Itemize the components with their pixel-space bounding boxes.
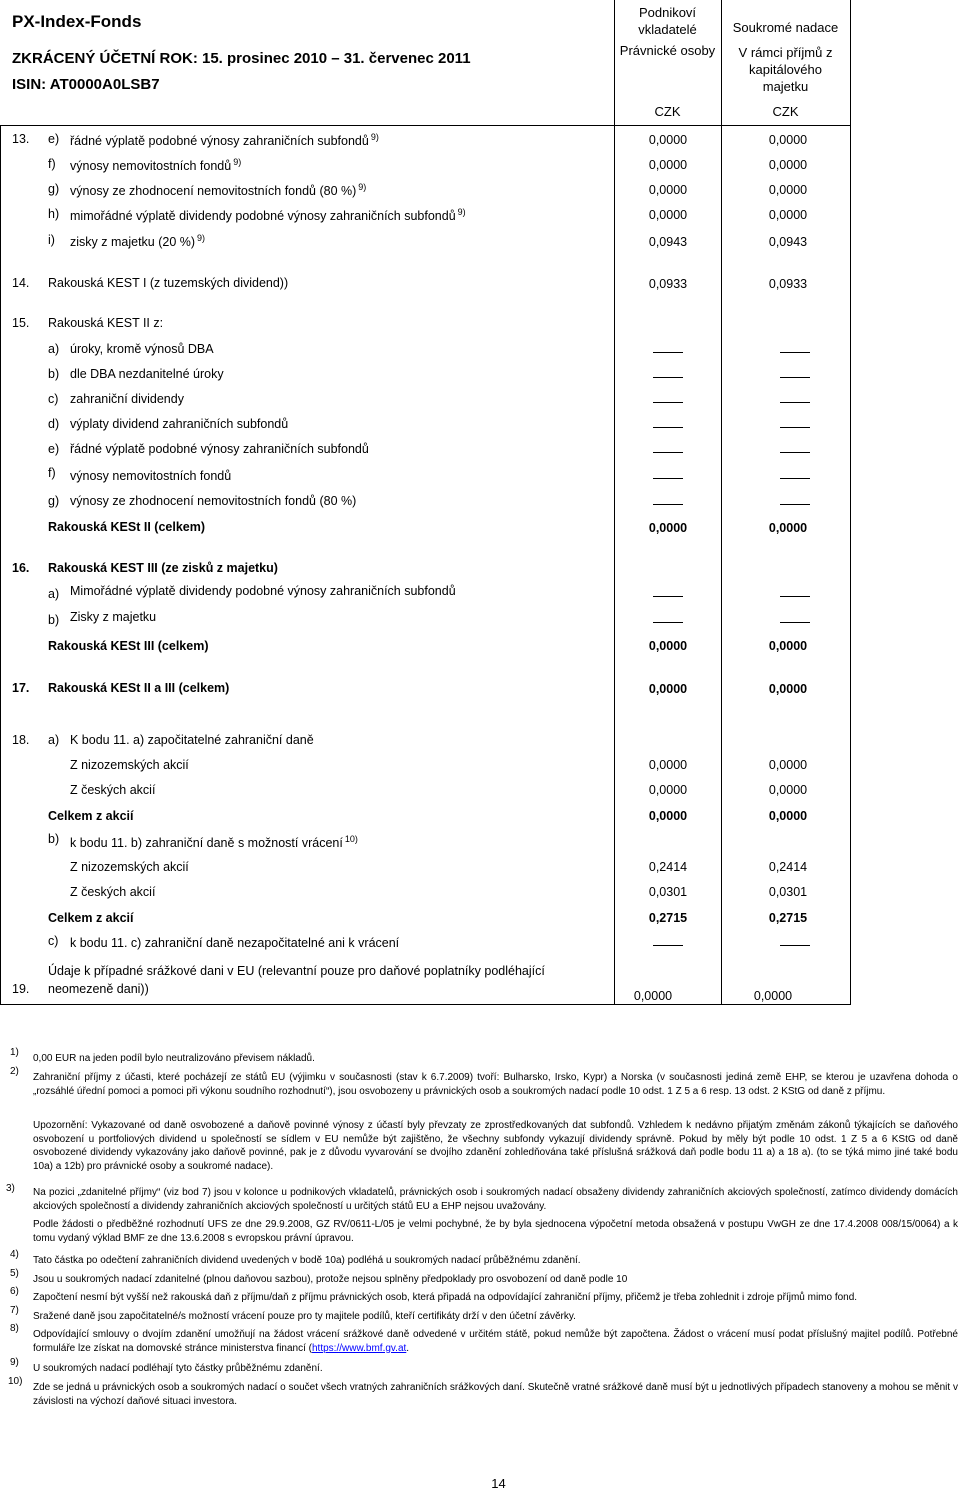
row-letter: i)	[48, 233, 55, 247]
row-label: Zisky z majetku	[70, 610, 157, 624]
value-col2: 0,0000	[753, 989, 793, 1003]
dash-col1	[653, 622, 683, 623]
value-col1: 0,0933	[648, 277, 688, 291]
value-col1: 0,0000	[648, 783, 688, 797]
row-letter: h)	[48, 207, 60, 221]
fiscal-year: ZKRÁCENÝ ÚČETNÍ ROK: 15. prosinec 2010 – 31. červenec 2011	[12, 50, 471, 67]
row-letter: a)	[48, 733, 60, 747]
footnote-number: 5)	[10, 1268, 19, 1279]
row-number: 19.	[12, 982, 30, 996]
dash-col2	[780, 427, 810, 428]
row-letter: c)	[48, 934, 59, 948]
value-col2: 0,0000	[768, 183, 808, 197]
row-letter: e)	[48, 442, 60, 456]
col1-sub: Právnické osoby	[619, 43, 716, 58]
value-col1: 0,0000	[648, 158, 688, 172]
footnote-text: 0,00 EUR na jeden podíl bylo neutralizováno převisem nákladů.	[33, 1053, 315, 1064]
footnote-text: Podle žádosti o předběžné rozhodnutí UFS ze dne 29.9.2008, GZ RV/0611-L/05 je velmi pochybné, že by byla sjednocena výpočetní metoda obsažená v postupu VwGH ze dne 17.4.2008 008/15/0064) a k tomu vydaný výklad BMF ze dne 13.6.2008 s evropskou právní úpravou.	[33, 1219, 958, 1244]
dash-col2	[780, 504, 810, 505]
row-label: mimořádné výplatě dividendy podobné výnosy zahraničních subfondů $^{9)}$	[70, 207, 466, 224]
footnote-text: Započtení nesmí být vyšší než rakouská daň z příjmu/daň z příjmu právnických osob, která připadá na odpovídající zahraniční příjmy, přičemž je třeba zohlednit i zdroje příjmů mimo fond.	[33, 1292, 858, 1303]
footnote-number: 8)	[10, 1323, 19, 1334]
row-label: výnosy ze zhodnocení nemovitostních fondů (80 %)	[70, 494, 357, 508]
dash-col1	[653, 945, 683, 946]
page-number: 14	[491, 1476, 506, 1491]
row-number: 17.	[12, 681, 30, 695]
value-col2: 0,0000	[768, 521, 808, 535]
value-col1: 0,0000	[648, 809, 688, 823]
footnote-number: 7)	[10, 1305, 19, 1316]
col2-currency: CZK	[772, 104, 799, 119]
value-col2: 0,0000	[768, 208, 808, 222]
row-label: výnosy nemovitostních fondů $^{9)}$	[70, 157, 242, 174]
row-number: 15.	[12, 316, 30, 330]
row-label: K bodu 11. a) započitatelné zahraniční daně	[70, 733, 314, 747]
row-letter: g)	[48, 494, 60, 508]
footnote-number: 1)	[10, 1047, 19, 1058]
footnote-text: Odpovídající smlouvy o dvojím zdanění umožňují na žádost vrácení srážkové daně odvedené v určitém státě, pokud nemůže být započtena. Žádost o vrácení musí podat příslušný majitel podílů. Potřebné formuláře lze získat na domovské stránce ministerstva financí (https://www.bmf.gv.at.	[33, 1329, 958, 1354]
table-border	[0, 125, 1, 1005]
row-label: Rakouská KEST II z:	[48, 316, 164, 330]
dash-col2	[780, 402, 810, 403]
table-divider	[614, 0, 615, 1005]
dash-col1	[653, 452, 683, 453]
row-label: výplaty dividend zahraničních subfondů	[70, 417, 289, 431]
table-divider	[850, 0, 851, 1005]
row-letter: f)	[48, 466, 56, 480]
row-label: zisky z majetku (20 %) $^{9)}$	[70, 233, 206, 250]
value-col2: 0,0000	[768, 133, 808, 147]
col2-sub: V rámci příjmů z kapitálového majetku	[738, 45, 833, 94]
row-total-label: Celkem z akcií	[48, 911, 134, 925]
value-col2: 0,0301	[768, 885, 808, 899]
dash-col2	[780, 452, 810, 453]
row-total-label: Celkem z akcií	[48, 809, 134, 823]
table-border	[0, 1004, 851, 1005]
col1-title: Podnikoví vkladatelé	[638, 5, 697, 37]
value-col1: 0,0000	[648, 639, 688, 653]
value-col1: 0,0000	[648, 183, 688, 197]
footnote-text: Jsou u soukromých nadací zdanitelné (plnou daňovou sazbou), protože nejsou splněny předpoklady pro osvobození od daně podle 10	[33, 1274, 628, 1285]
row-label: k bodu 11. c) zahraniční daně nezapočitatelné ani k vrácení	[70, 936, 400, 950]
dash-col2	[780, 596, 810, 597]
row-letter: f)	[48, 157, 56, 171]
value-col1: 0,0000	[648, 682, 688, 696]
footnote-text: U soukromých nadací podléhají tyto částky průběžnému zdanění.	[33, 1363, 323, 1374]
footnote-text: Zde se jedná u právnických osob a soukromých nadací o součet všech vratných zahraničních srážkových daní. Skutečně vratné srážkové daně musí být u jednotlivých případech stanoveny a mohou se měnit v závislosti na výchozí daňové situaci investora.	[33, 1382, 958, 1407]
row-letter: b)	[48, 367, 60, 381]
row-label: zahraniční dividendy	[70, 392, 184, 406]
footnote-number: 3)	[6, 1183, 15, 1194]
value-col2: 0,0933	[768, 277, 808, 291]
footnote-text: Na pozici „zdanitelné příjmy“ (viz bod 7) jsou v kolonce u podnikových vkladatelů, právnických osob i soukromých nadací obsaženy dividendy zahraničních akciových společností, zatímco dividendy domácích akciových společností a dividendy zahraničních akciových společností u určitých států EU a EHP nejsou uvažovány.	[33, 1187, 958, 1212]
row-total-label: Rakouská KESt III (celkem)	[48, 639, 209, 653]
value-col1: 0,0943	[648, 235, 688, 249]
col2-title: Soukromé nadace	[732, 20, 839, 35]
value-col1: 0,0000	[648, 208, 688, 222]
value-col1: 0,0000	[648, 758, 688, 772]
value-col1: 0,0000	[648, 521, 688, 535]
row-label: Údaje k případné srážkové dani v EU (relevantní pouze pro daňové poplatníky podléhající	[48, 964, 545, 978]
row-label: úroky, kromě výnosů DBA	[70, 342, 214, 356]
row-label: Z českých akcií	[70, 783, 156, 797]
row-number: 16.	[12, 561, 30, 575]
value-col2: 0,0000	[768, 758, 808, 772]
row-label: k bodu 11. b) zahraniční daně s možností vrácení $^{10)}$	[70, 834, 358, 851]
value-col1: 0,2715	[648, 911, 688, 925]
fund-name: PX-Index-Fonds	[12, 12, 142, 31]
dash-col1	[653, 377, 683, 378]
row-letter: b)	[48, 832, 60, 846]
row-label: dle DBA nezdanitelné úroky	[70, 367, 224, 381]
footnote-number: 6)	[10, 1286, 19, 1297]
value-col1: 0,0000	[648, 133, 688, 147]
footnote-text: Tato částka po odečtení zahraničních dividend uvedených v bodě 10a) podléhá u soukromých nadací průběžnému zdanění.	[33, 1255, 581, 1266]
row-label: Rakouská KEST III (ze zisků z majetku)	[48, 561, 278, 575]
footnote-number: 4)	[10, 1249, 19, 1260]
footnote-number: 10)	[8, 1376, 23, 1387]
dash-col2	[780, 478, 810, 479]
row-label: Z nizozemských akcií	[70, 758, 189, 772]
dash-col2	[780, 377, 810, 378]
row-label: řádné výplatě podobné výnosy zahraničních subfondů $^{9)}$	[70, 132, 379, 149]
row-letter: b)	[48, 613, 60, 627]
footnote-number: 2)	[10, 1066, 19, 1077]
value-col2: 0,0000	[768, 639, 808, 653]
row-label: Mimořádné výplatě dividendy podobné výnosy zahraničních subfondů	[70, 584, 456, 598]
dash-col1	[653, 478, 683, 479]
footnote-text: Zahraniční příjmy z účasti, které pocházejí ze států EU (výjimku v současnosti (stav k 6.7.2009) tvoří: Bulharsko, Irsko, Kypr) a Norska (v současnosti jediná země EHP, se kterou je uzavřena dohoda o „rozsáhlé úřední pomoci a pomoci při výkonu soudního rozhodnutí“), jsou osvobozeny u právnických osob a soukromých nadací podle 10 odst. 1 Z 5 a 6 resp. 13 odst. 2 KStG od daně z příjmu.	[33, 1072, 958, 1097]
footnote-number: 9)	[10, 1357, 19, 1368]
footnote-text: Upozornění: Vykazované od daně osvobozené a daňově povinné výnosy z účastí byly převzaty ze zprostředkovaných dat subfondů. Vzhledem k nedávno přijatým změnám zákonů týkajících se daňového osvobození u portfoliových dividend u společností se sídlem v EU nemůže být zajištěno, že všechny subfondy vykazují dividendy správně. Pokud by měly být podle 10 odst. 1 Z 5 a 6 KStG od daně osvobozené dividendy vykazovány jako daňově povinné, pak je z důvodu vyvarování se dvojího zdanění zohledňována také příslušná srážková daň podle bodu 11 a) a 18 a). (to se týká mimo jiné také bodu 10a) a 12b) pro právnické osoby a soukromé nadace).	[33, 1120, 958, 1172]
row-label: Z nizozemských akcií	[70, 860, 189, 874]
row-number: 14.	[12, 276, 30, 290]
dash-col2	[780, 945, 810, 946]
row-number: 13.	[12, 132, 30, 146]
value-col2: 0,0000	[768, 809, 808, 823]
isin: ISIN: AT0000A0LSB7	[12, 76, 160, 93]
header-rule	[0, 125, 851, 126]
dash-col1	[653, 352, 683, 353]
row-letter: c)	[48, 392, 59, 406]
row-letter: e)	[48, 132, 60, 146]
value-col1: 0,0000	[633, 989, 673, 1003]
table-divider	[721, 0, 722, 1005]
value-col1: 0,0301	[648, 885, 688, 899]
row-label: řádné výplatě podobné výnosy zahraničních subfondů	[70, 442, 369, 456]
row-letter: a)	[48, 342, 60, 356]
value-col2: 0,2414	[768, 860, 808, 874]
value-col2: 0,0000	[768, 682, 808, 696]
row-total-label: Rakouská KESt II (celkem)	[48, 520, 206, 534]
row-label: výnosy ze zhodnocení nemovitostních fondů (80 %) $^{9)}$	[70, 182, 367, 199]
value-col2: 0,0000	[768, 158, 808, 172]
col1-currency: CZK	[654, 104, 681, 119]
row-letter: d)	[48, 417, 60, 431]
row-label: Rakouská KESt II a III (celkem)	[48, 681, 230, 695]
row-label: Z českých akcií	[70, 885, 156, 899]
dash-col2	[780, 622, 810, 623]
dash-col1	[653, 596, 683, 597]
dash-col1	[653, 504, 683, 505]
dash-col1	[653, 427, 683, 428]
row-label: neomezeně dani))	[48, 982, 149, 996]
row-number: 18.	[12, 733, 30, 747]
row-letter: a)	[48, 587, 60, 601]
dash-col1	[653, 402, 683, 403]
row-label: Rakouská KEST I (z tuzemských dividend))	[48, 276, 289, 290]
value-col2: 0,0943	[768, 235, 808, 249]
dash-col2	[780, 352, 810, 353]
value-col2: 0,0000	[768, 783, 808, 797]
value-col1: 0,2414	[648, 860, 688, 874]
ministry-link[interactable]: https://www.bmf.gv.at	[312, 1342, 407, 1354]
row-label: výnosy nemovitostních fondů	[70, 469, 232, 483]
footnote-text: Sražené daně jsou započitatelné/s možností vrácení pouze pro ty majitele podílů, kteří certifikáty drží v den účetní závěrky.	[33, 1311, 576, 1322]
row-letter: g)	[48, 182, 60, 196]
value-col2: 0,2715	[768, 911, 808, 925]
